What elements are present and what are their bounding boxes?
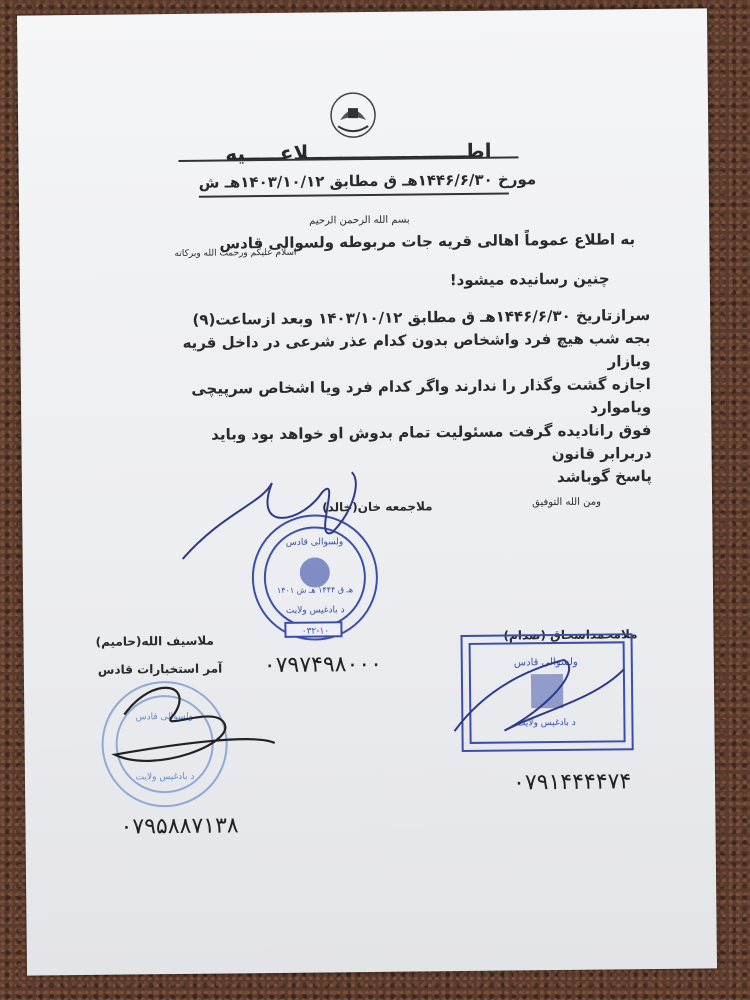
- stamp1-years: هـ ق ۱۴۴۴ هـ ش ۱۴۰۱: [276, 585, 354, 595]
- closing-line: ومن الله التوفیق: [532, 496, 601, 509]
- stamp2-district: ولسوالی قادس: [135, 711, 194, 723]
- signatory-role-2: آمر استخبارات قادس: [97, 661, 223, 677]
- notice-title: اطـــــــــــــــــــــــلاعـــــیه: [225, 138, 492, 166]
- body-line: بجه شب هیچ فرد واشخاص بدون کدام عذر شرعی در داخل قریه وبازار: [182, 329, 651, 371]
- addressee-line: به اطلاع عموماً اهالی قریه جات مربوطه ولسوالی قادس: [219, 230, 636, 253]
- signatory-name-1: ملاجمعه خان(خالد): [322, 499, 433, 515]
- stamp3-district: ولسوالی قادس: [513, 656, 578, 669]
- stamp1-code: ۰۳۲-۱۰: [301, 626, 330, 637]
- stamp3-province: د بادغیس ولایت: [517, 717, 576, 729]
- body-line: اجازه گشت وگذار را ندارند واگر کدام فرد ویا اشخاص سرپیچی ویاموارد: [191, 375, 652, 417]
- stamp2-province: د بادغیس ولایت: [135, 771, 195, 783]
- basmala: بسم الله الرحمن الرحیم: [309, 214, 410, 227]
- phone-number-1: ۰۷۹۷۴۹۸۰۰۰: [263, 651, 383, 679]
- rect-stamp-3: [462, 634, 633, 751]
- stamp1-province: د بادغیس ولایت: [285, 605, 345, 616]
- phone-number-2: ۰۷۹۵۸۸۷۱۳۸: [120, 813, 239, 840]
- body-line: فوق رانادیده گرفت مسئولیت تمام بدوش او خواهد بود وباید دربرابر قانون: [211, 421, 652, 464]
- body-line: سرازتاریخ ۱۴۴۶/۶/۳۰هـ ق مطابق ۱۴۰۳/۱۰/۱۲ وبعد ازساعت(۹): [192, 306, 651, 329]
- round-stamp-1: [252, 515, 377, 640]
- date-line: مورخ ۱۴۴۶/۶/۳۰هـ ق مطابق ۱۴۰۳/۱۰/۱۲هـ ش: [198, 170, 537, 192]
- stamp1-district: ولسوالی قادس: [285, 537, 344, 548]
- signatory-name-3: ملامحمداسحاق (صدام): [503, 627, 638, 643]
- signatory-name-2: ملاسیف الله(حامیم): [95, 633, 214, 649]
- greeting-line: اسلام علیکم ورحمت الله وبرکاته: [174, 247, 297, 260]
- body-line: پاسخ گوباشد: [556, 467, 652, 487]
- phone-number-3: ۰۷۹۱۴۴۴۴۷۴: [512, 769, 632, 796]
- signature-2: [114, 687, 275, 762]
- intro-line: چنین رسانیده میشود!: [449, 269, 610, 290]
- notice-paper: [17, 8, 717, 975]
